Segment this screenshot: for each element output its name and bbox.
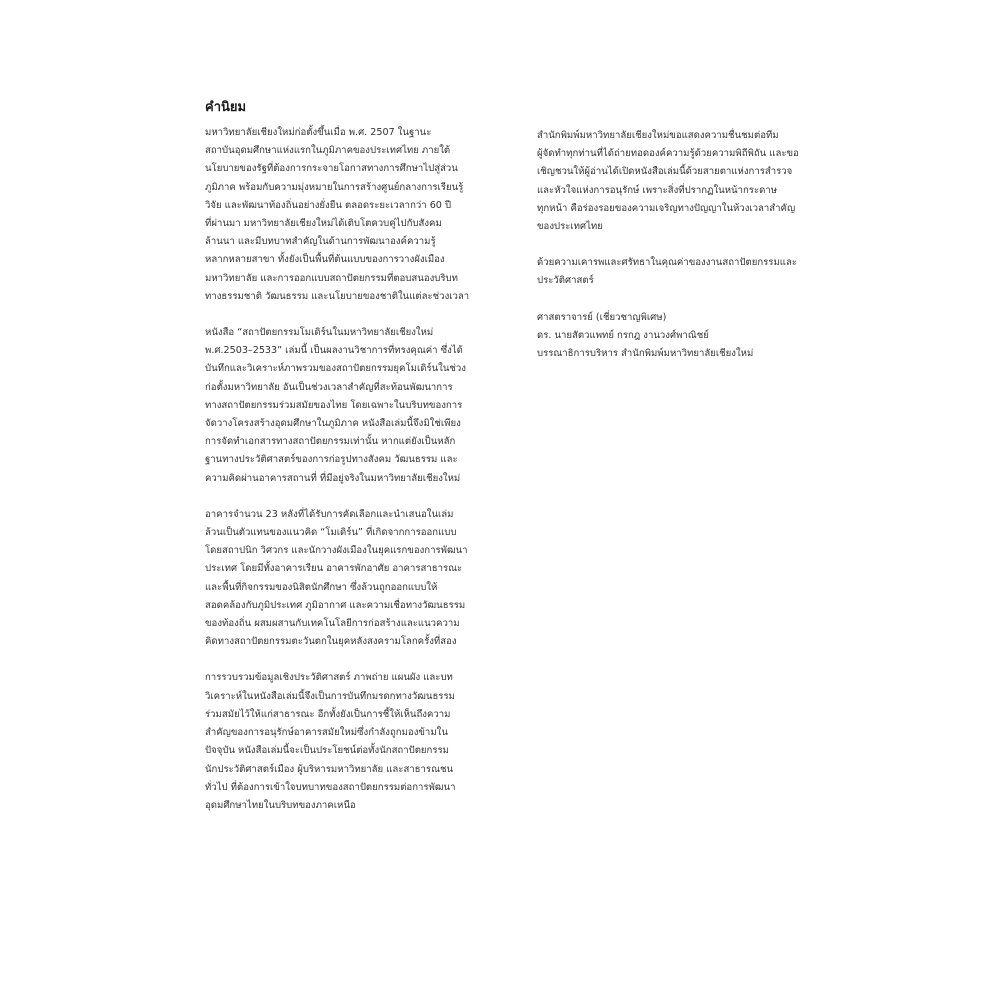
text-line: สำนักพิมพ์มหาวิทยาลัยเชียงใหม่ขอแสดงความชื่นชมต่อทีม xyxy=(537,130,779,141)
text-line: นโยบายของรัฐที่ต้องการกระจายโอกาสทางการศึกษาไปสู่ส่วน xyxy=(205,163,458,175)
text-line: ล้านนา และมีบทบาทสำคัญในด้านการพัฒนาองค์ความรู้ xyxy=(205,236,436,248)
text-line: คิดทางสถาปัตยกรรมตะวันตกในยุคหลังสงครามโลกครั้งที่สอง xyxy=(205,636,457,648)
left-paragraph xyxy=(205,324,485,488)
text-line: บันทึกและวิเคราะห์ภาพรวมของสถาปัตยกรรมยุคโมเดิร์นในช่วง xyxy=(205,363,466,375)
text-line: หนังสือ “สถาปัตยกรรมโมเดิร์นในมหาวิทยาลัยเชียงใหม่ xyxy=(205,327,434,339)
right-paragraph xyxy=(537,309,817,364)
text-line: อาคารจำนวน 23 หลังที่ได้รับการคัดเลือกและนำเสนอในเล่ม xyxy=(205,508,454,520)
left-paragraph xyxy=(205,124,485,306)
text-line: เชิญชวนให้ผู้อ่านได้เปิดหนังสือเล่มนี้ด้วยสายตาแห่งการสำรวจ xyxy=(537,166,793,178)
left-paragraph xyxy=(205,669,485,815)
text-line: หลากหลายสาขา ทั้งยังเป็นพื้นที่ต้นแบบของการวางผังเมือง xyxy=(205,254,445,266)
text-line: ภูมิภาค พร้อมกับความมุ่งหมายในการสร้างศูนย์กลางการเรียนรู้ xyxy=(205,181,464,193)
text-line: ของท้องถิ่น ผสมผสานกับเทคโนโลยีการก่อสร้างและแนวความ xyxy=(205,618,460,630)
text-line: ที่ผ่านมา มหาวิทยาลัยเชียงใหม่ได้เติบโตควบคู่ไปกับสังคม xyxy=(205,218,442,230)
text-line: ศาสตราจารย์ (เชี่ยวชาญพิเศษ) xyxy=(537,311,667,323)
text-line: การจัดทำเอกสารทางสถาปัตยกรรมเท่านั้น หากแต่ยังเป็นหลัก xyxy=(205,436,456,448)
text-line: นักประวัติศาสตร์เมือง ผู้บริหารมหาวิทยาลัย และสาธารณชน xyxy=(205,763,454,775)
text-line: ปัจจุบัน หนังสือเล่มนี้จะเป็นประโยชน์ต่อทั้งนักสถาปัตยกรรม xyxy=(205,745,449,757)
text-line: การรวบรวมข้อมูลเชิงประวัติศาสตร์ ภาพถ่าย แผนผัง และบท xyxy=(205,672,453,684)
text-line: วิจัย และพัฒนาท้องถิ่นอย่างยั่งยืน ตลอดระยะเวลากว่า 60 ปี xyxy=(205,199,452,211)
right-paragraph xyxy=(537,254,817,290)
left-paragraph xyxy=(205,506,485,652)
text-line: มหาวิทยาลัยเชียงใหม่ก่อตั้งขึ้นเมื่อ พ.ศ. 2507 ในฐานะ xyxy=(205,127,432,138)
text-line: วิเคราะห์ในหนังสือเล่มนี้จึงเป็นการบันทึกมรดกทางวัฒนธรรม xyxy=(205,690,455,702)
text-line: ผู้จัดทำทุกท่านที่ได้ถ่ายทอดองค์ความรู้ด้วยความพิถีพิถัน และขอ xyxy=(537,148,799,160)
text-line: ฐานทางประวัติศาสตร์ของการก่อรูปทางสังคม วัฒนธรรม และ xyxy=(205,454,458,466)
text-line: และพื้นที่กิจกรรมของนิสิตนักศึกษา ซึ่งล้วนถูกออกแบบให้ xyxy=(205,581,438,593)
text-line: ทั่วไป ที่ต้องการเข้าใจบทบาทของสถาปัตยกรรมต่อการพัฒนา xyxy=(205,781,456,793)
text-line: ทางสถาปัตยกรรมร่วมสมัยของไทย โดยเฉพาะในบริบทของการ xyxy=(205,399,463,411)
text-line: ทุกหน้า คือร่องรอยของความเจริญทางปัญญาในห้วงเวลาสำคัญ xyxy=(537,202,796,214)
right-paragraph xyxy=(537,127,817,236)
text-line: ล้วนเป็นตัวแทนของแนวคิด “โมเดิร์น” ที่เกิดจากการออกแบบ xyxy=(205,527,457,539)
text-line: ก่อตั้งมหาวิทยาลัย อันเป็นช่วงเวลาสำคัญที่สะท้อนพัฒนาการ xyxy=(205,381,453,393)
text-line: ร่วมสมัยไว้ให้แก่สาธารณะ อีกทั้งยังเป็นการชี้ให้เห็นถึงความ xyxy=(205,708,451,720)
text-line: บรรณาธิการบริหาร สำนักพิมพ์มหาวิทยาลัยเชียงใหม่ xyxy=(537,348,754,360)
text-line: สำคัญของการอนุรักษ์อาคารสมัยใหม่ซึ่งกำลังถูกมองข้ามใน xyxy=(205,727,448,739)
text-line: ทางธรรมชาติ วัฒนธรรม และนโยบายของชาติในแต่ละช่วงเวลา xyxy=(205,290,470,302)
text-line: อุดมศึกษาไทยในบริบทของภาคเหนือ xyxy=(205,799,356,811)
page-heading: คำนิยม xyxy=(205,100,247,115)
text-line: ด้วยความเคารพและศรัทธาในคุณค่าของงานสถาปัตยกรรมและ xyxy=(537,257,797,269)
text-line: ดร. นายสัตวแพทย์ กรกฎ งานวงศ์พาณิชย์ xyxy=(537,329,709,341)
text-line: ความคิดผ่านอาคารสถานที่ ที่มีอยู่จริงในมหาวิทยาลัยเชียงใหม่ xyxy=(205,472,461,484)
text-line: สถาบันอุดมศึกษาแห่งแรกในภูมิภาคของประเทศไทย ภายใต้ xyxy=(205,145,451,157)
left-column xyxy=(205,124,485,833)
text-line: สอดคล้องกับภูมิประเทศ ภูมิอากาศ และความเชื่อทางวัฒนธรรม xyxy=(205,599,466,611)
text-line: โดยสถาปนิก วิศวกร และนักวางผังเมืองในยุคแรกของการพัฒนา xyxy=(205,545,468,557)
text-line: ประเทศ โดยมีทั้งอาคารเรียน อาคารพักอาศัย อาคารสาธารณะ xyxy=(205,563,463,575)
text-line: พ.ศ.2503–2533” เล่มนี้ เป็นผลงานวิชาการที่ทรงคุณค่า ซึ่งได้ xyxy=(205,345,463,357)
text-line: และหัวใจแห่งการอนุรักษ์ เพราะสิ่งที่ปรากฏในหน้ากระดาษ xyxy=(537,184,778,196)
text-line: จัดวางโครงสร้างอุดมศึกษาในภูมิภาค หนังสือเล่มนี้จึงมิใช่เพียง xyxy=(205,418,461,430)
right-column xyxy=(537,127,817,381)
text-line: มหาวิทยาลัย และการออกแบบสถาปัตยกรรมที่ตอบสนองบริบท xyxy=(205,272,458,284)
text-line: ของประเทศไทย xyxy=(537,221,603,233)
text-line: ประวัติศาสตร์ xyxy=(537,275,594,287)
